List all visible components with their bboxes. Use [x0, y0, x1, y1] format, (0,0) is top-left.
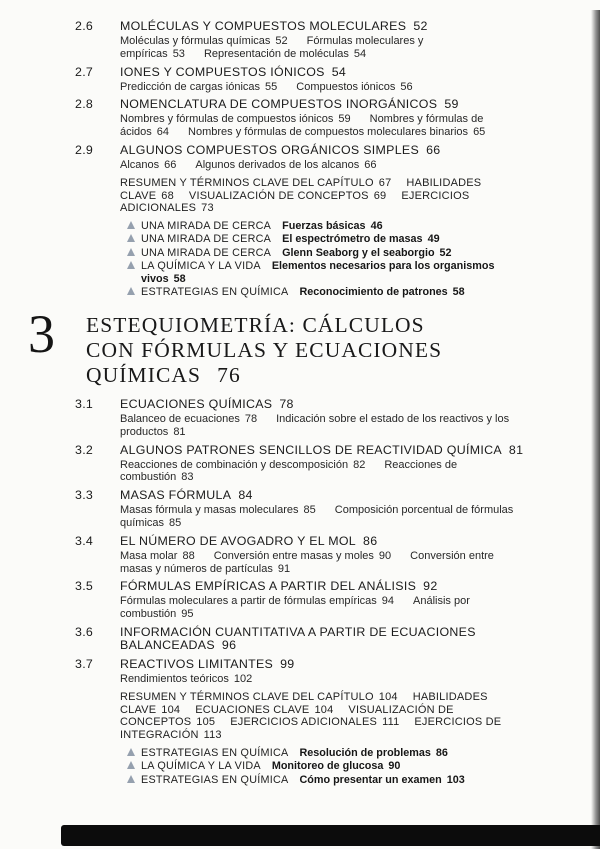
- feature-series-name: UNA MIRADA DE CERCA: [141, 246, 272, 259]
- feature-title: [272, 760, 401, 772]
- toc-list: [28, 19, 525, 787]
- subtopic-text: Fórmulas moleculares a partir de fórmulas empíricas: [120, 595, 377, 608]
- feature-page-number: 52: [439, 246, 452, 259]
- feature-essay-ref: [127, 247, 525, 260]
- toc-section: [75, 398, 525, 439]
- subtopic: [204, 48, 366, 60]
- chapter-title-text: CON FÓRMULAS Y ECUACIONES: [86, 337, 443, 362]
- subtopic: [120, 595, 394, 607]
- subtopic-page-number: 55: [265, 80, 278, 93]
- subtopic-text: Compuestos iónicos: [296, 80, 396, 93]
- feature-title: [299, 286, 464, 298]
- subtopic: [120, 673, 252, 685]
- feature-triangle-icon: [127, 775, 135, 783]
- section-title-text: REACTIVOS LIMITANTES: [120, 656, 274, 671]
- feature-title-text: Reconocimiento de patrones: [299, 286, 448, 299]
- review-ref-text: RESUMEN Y TÉRMINOS CLAVE DEL CAPÍTULO: [120, 176, 374, 189]
- feature-triangle-icon: [127, 748, 135, 756]
- subtopic-text: Alcanos: [120, 158, 160, 171]
- review-ref-page-number: 113: [203, 729, 222, 742]
- section-page-number: 84: [238, 488, 253, 503]
- review-ref: [120, 691, 398, 703]
- subtopic-text: Conversión entre masas y números de partículas: [120, 549, 494, 575]
- review-ref: [120, 177, 391, 189]
- section-body: [120, 98, 525, 139]
- subtopic: [120, 413, 257, 425]
- feature-essay-ref: [127, 260, 525, 286]
- feature-series-name: UNA MIRADA DE CERCA: [141, 220, 272, 233]
- feature-essay-ref: [127, 760, 525, 773]
- section-number: 3.2: [75, 442, 94, 457]
- subtopic-page-number: 81: [173, 425, 186, 438]
- review-ref-page-number: 73: [201, 202, 214, 215]
- chapter-review-refs: [120, 691, 525, 742]
- subtopic-text: Nombres y fórmulas de compuestos iónicos: [120, 113, 334, 126]
- review-ref-text: EJERCICIOS DE INTEGRACIÓN: [120, 716, 502, 742]
- review-ref: [189, 190, 386, 202]
- subtopic-text: Nombres y fórmulas de compuestos moleculares binarios: [188, 126, 469, 139]
- subtopic-page-number: 78: [244, 412, 258, 425]
- section-body: [120, 66, 525, 94]
- section-title: [120, 20, 525, 34]
- subtopic: [120, 550, 195, 562]
- chapter-title: [86, 311, 442, 388]
- subtopic-text: Reacciones de combustión: [120, 458, 458, 484]
- section-body: [120, 20, 525, 61]
- section-title: [120, 98, 525, 112]
- subtopic: [195, 159, 376, 171]
- section-number: 2.8: [75, 97, 94, 112]
- subtopic-page-number: 66: [364, 158, 377, 171]
- section-subtopics: [120, 413, 525, 439]
- section-title-text: EL NÚMERO DE AVOGADRO Y EL MOL: [120, 533, 356, 548]
- subtopic-text: Indicación sobre el estado de los reactivos y los productos: [120, 412, 510, 438]
- feature-title: [299, 774, 464, 786]
- chapter-title-line: [86, 338, 442, 363]
- section-body: [120, 444, 525, 485]
- section-title-text: INFORMACIÓN CUANTITATIVA A PARTIR DE ECUACIONES BALANCEADAS: [120, 624, 476, 653]
- review-ref-text: HABILIDADES CLAVE: [120, 690, 488, 716]
- toc-section: [75, 535, 525, 576]
- review-ref-text: RESUMEN Y TÉRMINOS CLAVE DEL CAPÍTULO: [120, 690, 374, 703]
- chapter-title-text: ESTEQUIOMETRÍA: CÁLCULOS: [86, 312, 425, 337]
- section-title-text: FÓRMULAS EMPÍRICAS A PARTIR DEL ANÁLISIS: [120, 579, 417, 594]
- section-title-text: IONES Y COMPUESTOS IÓNICOS: [120, 64, 325, 79]
- section-title-text: ECUACIONES QUÍMICAS: [120, 396, 273, 411]
- section-title: [120, 398, 525, 412]
- section-subtopics: [120, 673, 525, 686]
- subtopic-page-number: 88: [182, 549, 195, 562]
- feature-triangle-icon: [127, 221, 135, 229]
- section-body: [120, 580, 525, 621]
- feature-page-number: 86: [435, 746, 448, 759]
- subtopic-text: Fórmulas moleculares y empíricas: [120, 35, 424, 60]
- feature-title-text: Elementos necesarios para los organismos vivos: [141, 260, 495, 285]
- subtopic-text: Balanceo de ecuaciones: [120, 412, 240, 425]
- toc-section: [75, 580, 525, 621]
- chapter-title-line: [86, 313, 442, 338]
- subtopic-page-number: 66: [164, 158, 177, 171]
- subtopic-text: Masa molar: [120, 549, 178, 562]
- toc-section: [75, 144, 525, 172]
- subtopic-page-number: 56: [400, 80, 413, 93]
- scan-artifact-bottom-bar: [61, 825, 600, 846]
- section-page-number: 54: [331, 64, 347, 79]
- feature-series-name: ESTRATEGIAS EN QUÍMICA: [141, 773, 289, 786]
- toc-section: [75, 20, 525, 61]
- feature-title: [282, 247, 451, 259]
- feature-triangle-icon: [127, 287, 135, 295]
- section-page-number: 66: [426, 142, 441, 157]
- subtopic-text: Predicción de cargas iónicas: [120, 80, 261, 93]
- subtopic-text: Rendimientos teóricos: [120, 672, 229, 685]
- review-ref-page-number: 104: [378, 690, 398, 703]
- review-ref: [230, 716, 399, 728]
- section-title-text: MOLÉCULAS Y COMPUESTOS MOLECULARES: [120, 19, 407, 33]
- feature-series-name: LA QUÍMICA Y LA VIDA: [141, 760, 261, 773]
- section-number: 3.4: [75, 533, 94, 548]
- feature-title-text: Resolución de problemas: [299, 746, 431, 759]
- toc-section: [75, 626, 525, 653]
- section-page-number: 92: [423, 579, 438, 594]
- section-page-number: 59: [444, 97, 459, 112]
- subtopic: [120, 459, 365, 471]
- section-title: [120, 489, 525, 503]
- feature-essay-ref: [127, 774, 525, 787]
- feature-triangle-icon: [127, 261, 135, 269]
- subtopic-text: Análisis por combustión: [120, 595, 470, 621]
- feature-essay-ref: [127, 233, 525, 246]
- review-ref-page-number: 69: [373, 189, 387, 202]
- review-ref-page-number: 104: [161, 703, 181, 716]
- section-number: 2.9: [75, 142, 94, 157]
- review-ref-text: VISUALIZACIÓN DE CONCEPTOS: [188, 189, 369, 202]
- toc-section: [75, 98, 525, 139]
- subtopic: [120, 159, 176, 171]
- section-body: [120, 658, 525, 686]
- section-number: 3.6: [75, 624, 94, 639]
- subtopic-page-number: 94: [381, 595, 395, 608]
- section-body: [120, 626, 525, 653]
- section-title-text: MASAS FÓRMULA: [120, 488, 232, 503]
- review-ref-text: EJERCICIOS ADICIONALES: [230, 716, 378, 729]
- subtopic-page-number: 54: [353, 47, 367, 60]
- subtopic-page-number: 91: [277, 562, 291, 575]
- subtopic: [214, 550, 391, 562]
- section-page-number: 86: [363, 533, 378, 548]
- section-title-text: ALGUNOS PATRONES SENCILLOS DE REACTIVIDAD QUÍMICA: [120, 442, 502, 457]
- feature-page-number: 58: [452, 286, 465, 299]
- section-page-number: 78: [279, 396, 294, 411]
- section-body: [120, 535, 525, 576]
- feature-title: [282, 220, 382, 232]
- feature-title-text: El espectrómetro de masas: [282, 233, 423, 246]
- toc-section: [75, 658, 525, 686]
- section-subtopics: [120, 81, 525, 94]
- subtopic-page-number: 102: [233, 672, 253, 685]
- feature-essay-ref: [127, 220, 525, 233]
- review-ref-page-number: 111: [382, 716, 400, 729]
- section-subtopics: [120, 550, 525, 576]
- review-ref-page-number: 68: [161, 189, 174, 202]
- section-page-number: 81: [508, 442, 524, 457]
- feature-page-number: 46: [370, 220, 383, 233]
- feature-page-number: 58: [173, 272, 186, 285]
- chapter-page-number: 76: [217, 362, 241, 387]
- feature-essay-ref: [127, 747, 525, 760]
- feature-title-text: Fuerzas básicas: [282, 220, 366, 233]
- feature-triangle-icon: [127, 234, 135, 242]
- section-subtopics: [120, 113, 525, 139]
- review-ref-page-number: 104: [314, 703, 334, 716]
- section-title-text: NOMENCLATURA DE COMPUESTOS INORGÁNICOS: [120, 97, 438, 112]
- subtopic-page-number: 59: [338, 113, 351, 126]
- section-title-text: ALGUNOS COMPUESTOS ORGÁNICOS SIMPLES: [120, 142, 420, 157]
- section-page-number: 96: [221, 638, 237, 653]
- section-number: 2.7: [75, 64, 94, 79]
- chapter-number: 3: [28, 303, 55, 364]
- subtopic-page-number: 90: [378, 549, 392, 562]
- subtopic: [120, 504, 316, 516]
- subtopic-text: Nombres y fórmulas de ácidos: [120, 113, 484, 139]
- feature-title-text: Glenn Seaborg y el seaborgio: [282, 246, 435, 259]
- section-body: [120, 398, 525, 439]
- chapter-title-text: QUÍMICAS: [86, 362, 202, 387]
- subtopic-page-number: 85: [303, 504, 316, 517]
- section-title: [120, 626, 525, 653]
- section-subtopics: [120, 504, 525, 530]
- subtopic-page-number: 95: [181, 608, 194, 621]
- chapter-heading: [28, 303, 525, 388]
- review-ref-text: HABILIDADES CLAVE: [120, 176, 482, 202]
- review-ref-text: EJERCICIOS ADICIONALES: [120, 189, 470, 215]
- feature-triangle-icon: [127, 761, 135, 769]
- scan-artifact-right-edge: [591, 10, 600, 849]
- section-title: [120, 580, 525, 594]
- section-number: 3.5: [75, 579, 94, 594]
- section-subtopics: [120, 459, 525, 485]
- section-number: 3.3: [75, 488, 94, 503]
- section-title: [120, 535, 525, 549]
- subtopic-text: Reacciones de combinación y descomposición: [120, 458, 349, 471]
- review-ref-text: ECUACIONES CLAVE: [195, 703, 310, 716]
- section-title: [120, 66, 525, 80]
- subtopic: [296, 81, 412, 93]
- section-subtopics: [120, 35, 525, 61]
- subtopic-page-number: 65: [473, 126, 486, 139]
- subtopic-page-number: 82: [353, 458, 366, 471]
- chapter-title-line: [86, 363, 442, 388]
- section-number: 3.7: [75, 656, 94, 671]
- feature-title: [299, 747, 447, 759]
- chapter-review-refs: [120, 177, 525, 215]
- feature-series-name: ESTRATEGIAS EN QUÍMICA: [141, 286, 289, 299]
- subtopic-text: Masas fórmula y masas moleculares: [120, 504, 299, 517]
- subtopic-text: Composición porcentual de fórmulas químicas: [120, 504, 514, 529]
- subtopic-page-number: 83: [181, 471, 194, 484]
- section-page-number: 52: [413, 19, 428, 33]
- section-title: [120, 144, 525, 158]
- subtopic: [188, 126, 485, 138]
- subtopic-page-number: 52: [275, 35, 288, 47]
- subtopic: [120, 35, 288, 47]
- toc-section: [75, 444, 525, 485]
- section-subtopics: [120, 595, 525, 621]
- review-ref-page-number: 67: [378, 176, 392, 189]
- section-number: 3.1: [75, 396, 94, 411]
- section-page-number: 99: [280, 656, 295, 671]
- section-body: [120, 144, 525, 172]
- feature-triangle-icon: [127, 248, 135, 256]
- subtopic: [120, 81, 277, 93]
- section-body: [120, 489, 525, 530]
- subtopic-text: Algunos derivados de los alcanos: [195, 158, 360, 171]
- feature-series-name: UNA MIRADA DE CERCA: [141, 233, 272, 246]
- section-title: [120, 444, 525, 458]
- feature-page-number: 49: [427, 233, 440, 246]
- subtopic-text: Moléculas y fórmulas químicas: [120, 35, 271, 47]
- section-subtopics: [120, 159, 525, 172]
- review-ref-text: VISUALIZACIÓN DE CONCEPTOS: [120, 703, 454, 729]
- feature-page-number: 90: [388, 760, 401, 773]
- subtopic: [120, 113, 351, 125]
- toc-section: [75, 489, 525, 530]
- section-number: 2.6: [75, 19, 94, 33]
- feature-page-number: 103: [446, 773, 465, 786]
- subtopic-page-number: 85: [169, 516, 182, 529]
- feature-series-name: ESTRATEGIAS EN QUÍMICA: [141, 746, 289, 759]
- feature-essay-ref: [127, 286, 525, 299]
- review-ref: [195, 704, 333, 716]
- feature-series-name: LA QUÍMICA Y LA VIDA: [141, 260, 261, 273]
- toc-section: [75, 66, 525, 94]
- subtopic-text: Representación de moléculas: [203, 47, 349, 60]
- feature-title: [282, 233, 439, 245]
- subtopic-text: Conversión entre masas y moles: [213, 549, 374, 562]
- section-title: [120, 658, 525, 672]
- feature-title-text: Monitoreo de glucosa: [271, 760, 384, 773]
- review-ref-page-number: 105: [196, 716, 216, 729]
- subtopic-page-number: 53: [172, 47, 185, 60]
- feature-title-text: Cómo presentar un examen: [299, 773, 442, 786]
- subtopic-page-number: 64: [156, 126, 170, 139]
